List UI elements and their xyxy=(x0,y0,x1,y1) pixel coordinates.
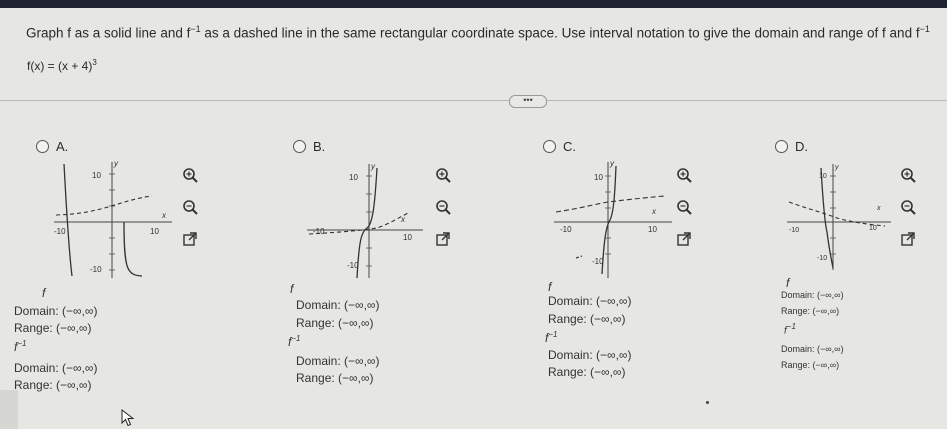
graph-c xyxy=(552,160,677,280)
f-inverse-range: Range: (−∞,∞) xyxy=(296,371,374,385)
zoom-out-button[interactable] xyxy=(178,196,202,218)
f-inverse-label: $f^{-1}$ xyxy=(784,322,796,337)
x-max-label: 10 xyxy=(648,225,657,234)
choice-a-radio[interactable] xyxy=(36,140,49,153)
zoom-in-icon xyxy=(182,167,198,183)
f-range: Range: (−∞,∞) xyxy=(14,321,92,335)
x-max-label: 10 xyxy=(150,227,159,236)
f-curve xyxy=(602,166,616,274)
f-inverse-curve xyxy=(556,196,664,212)
f-curve xyxy=(821,168,833,268)
more-button[interactable]: ••• xyxy=(509,95,547,108)
f-range: Range: (−∞,∞) xyxy=(781,306,840,316)
f-domain: Domain: (−∞,∞) xyxy=(296,298,380,312)
y-max-label: 10 xyxy=(819,173,827,180)
y-axis-label: y xyxy=(610,160,614,168)
f-inverse-label: $f^{-1}$ xyxy=(288,334,301,349)
x-axis-label: x xyxy=(877,205,881,212)
popout-icon xyxy=(676,231,692,247)
choice-b-radio[interactable] xyxy=(293,140,306,153)
popout-button[interactable] xyxy=(896,228,920,250)
popout-button[interactable] xyxy=(178,228,202,250)
popout-icon xyxy=(182,231,198,247)
y-axis-label: y xyxy=(114,160,118,168)
y-min-label: -10 xyxy=(347,261,359,270)
f-curve xyxy=(357,168,377,278)
x-min-label: -10 xyxy=(313,227,325,236)
graph-b xyxy=(305,162,430,280)
f-inverse-label: $f^{-1}$ xyxy=(14,339,27,354)
zoom-in-icon xyxy=(900,167,916,183)
f-label: f xyxy=(548,280,552,294)
x-axis-label: x xyxy=(401,215,405,224)
zoom-in-button[interactable] xyxy=(431,164,455,186)
f-domain: Domain: (−∞,∞) xyxy=(781,290,844,300)
zoom-in-icon xyxy=(676,167,692,183)
divider xyxy=(0,100,947,101)
x-axis-label: x xyxy=(162,211,166,220)
f-inverse-range: Range: (−∞,∞) xyxy=(14,378,92,392)
x-max-label: 10 xyxy=(869,225,877,232)
top-bar xyxy=(0,0,947,8)
f-domain: Domain: (−∞,∞) xyxy=(548,294,632,308)
y-axis-label: y xyxy=(835,164,839,171)
question-text: Graph f as a solid line and $f^{-1}$ as a dashed line in the same rectangular coordinate space. Use interval notation to give the domain and range of f and $f^{-1}$ xyxy=(26,24,930,41)
popout-icon xyxy=(435,231,451,247)
f-inverse-tail xyxy=(576,256,582,258)
zoom-out-icon xyxy=(900,199,916,215)
popout-button[interactable] xyxy=(672,228,696,250)
f-range: Range: (−∞,∞) xyxy=(296,316,374,330)
zoom-out-icon xyxy=(435,199,451,215)
x-max-label: 10 xyxy=(403,233,412,242)
stray-dot xyxy=(706,401,709,404)
function-formula: $f(x) = (x + 4)^3$ xyxy=(27,58,97,73)
f-domain: Domain: (−∞,∞) xyxy=(14,304,98,318)
popout-button[interactable] xyxy=(431,228,455,250)
choice-c-label: C. xyxy=(563,139,576,154)
f-curve xyxy=(64,164,72,276)
zoom-in-button[interactable] xyxy=(896,164,920,186)
zoom-out-button[interactable] xyxy=(672,196,696,218)
x-min-label: -10 xyxy=(54,227,66,236)
f-inverse-range: Range: (−∞,∞) xyxy=(781,360,840,370)
choice-a-label: A. xyxy=(56,139,69,154)
f-curve-lower xyxy=(124,222,142,276)
x-min-label: -10 xyxy=(789,227,800,234)
popout-icon xyxy=(900,231,916,247)
cursor-icon xyxy=(121,409,135,427)
x-min-label: -10 xyxy=(560,225,572,234)
f-label: f xyxy=(786,276,790,290)
zoom-in-button[interactable] xyxy=(178,164,202,186)
y-min-label: -10 xyxy=(817,255,828,262)
y-max-label: 10 xyxy=(349,173,358,182)
f-inverse-domain: Domain: (−∞,∞) xyxy=(296,354,380,368)
zoom-out-icon xyxy=(182,199,198,215)
zoom-out-button[interactable] xyxy=(431,196,455,218)
graph-d xyxy=(785,162,895,274)
graph-a xyxy=(52,160,177,280)
choice-d-label: D. xyxy=(795,139,808,154)
zoom-out-button[interactable] xyxy=(896,196,920,218)
zoom-in-button[interactable] xyxy=(672,164,696,186)
f-range: Range: (−∞,∞) xyxy=(548,312,626,326)
f-inverse-domain: Domain: (−∞,∞) xyxy=(548,348,632,362)
y-min-label: -10 xyxy=(90,265,102,274)
zoom-in-icon xyxy=(435,167,451,183)
x-axis-label: x xyxy=(652,207,656,216)
f-label: f xyxy=(290,282,294,296)
choice-c-radio[interactable] xyxy=(543,140,556,153)
y-max-label: 10 xyxy=(594,173,603,182)
y-axis-label: y xyxy=(371,162,375,171)
zoom-out-icon xyxy=(676,199,692,215)
f-inverse-domain: Domain: (−∞,∞) xyxy=(781,344,844,354)
f-inverse-label: $f^{-1}$ xyxy=(545,330,558,345)
choice-b-label: B. xyxy=(313,139,326,154)
f-inverse-curve xyxy=(56,196,152,215)
f-inverse-domain: Domain: (−∞,∞) xyxy=(14,361,98,375)
f-inverse-range: Range: (−∞,∞) xyxy=(548,365,626,379)
y-min-label: -10 xyxy=(592,257,604,266)
f-label: f xyxy=(42,286,46,300)
choice-d-radio[interactable] xyxy=(775,140,788,153)
left-strip xyxy=(0,390,18,429)
y-max-label: 10 xyxy=(92,171,101,180)
